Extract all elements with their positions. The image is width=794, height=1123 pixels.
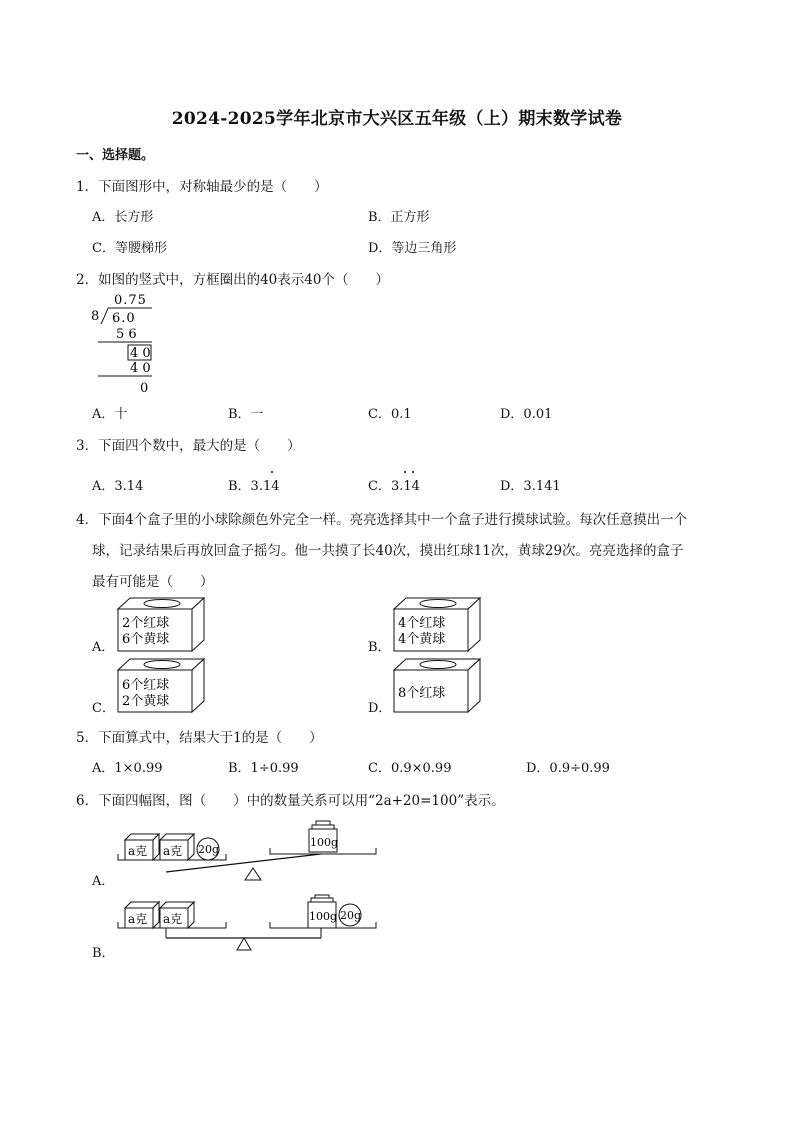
q3-option-a[interactable]: A．3.14 bbox=[92, 479, 144, 494]
q5-option-a[interactable]: A．1×0.99 bbox=[92, 761, 163, 776]
scale-b-figure bbox=[116, 892, 378, 954]
repeating-dot bbox=[271, 471, 273, 473]
division-remainder: 0 bbox=[140, 381, 149, 396]
question-2-stem: 2．如图的竖式中，方框圈出的40表示40个（ ） bbox=[76, 272, 389, 288]
q4-option-c[interactable]: C． bbox=[92, 701, 115, 716]
q2-option-c[interactable]: C．0.1 bbox=[368, 407, 412, 422]
section-heading: 一、选择题。 bbox=[76, 148, 155, 163]
page-title: 2024-2025学年北京市大兴区五年级（上）期末数学试卷 bbox=[171, 109, 623, 129]
question-6-stem: 6．下面四幅图，图（ ）中的数量关系可以用“2a+20=100”表示。 bbox=[76, 793, 505, 809]
q6-option-b[interactable]: B． bbox=[92, 946, 115, 961]
svg-text:6个红球: 6个红球 bbox=[122, 678, 170, 693]
q1-option-b[interactable]: B．正方形 bbox=[368, 210, 430, 225]
division-divisor: 8 bbox=[91, 309, 100, 324]
svg-text:100g: 100g bbox=[309, 910, 338, 923]
svg-text:2个黄球: 2个黄球 bbox=[122, 694, 170, 709]
scale-a-figure bbox=[116, 818, 378, 882]
question-5-stem: 5．下面算式中，结果大于1的是（ ） bbox=[76, 730, 323, 746]
q6-option-a[interactable]: A． bbox=[92, 874, 115, 889]
svg-text:8个红球: 8个红球 bbox=[398, 686, 446, 701]
question-4-line2: 球，记录结果后再放回盒子摇匀。他一共摸了长40次，摸出红球11次，黄球29次。亮亮选择的盒子 bbox=[92, 543, 684, 559]
division-line1: 5 6 bbox=[116, 327, 137, 342]
q1-option-c[interactable]: C．等腰梯形 bbox=[92, 241, 167, 256]
box-c-figure bbox=[114, 658, 209, 714]
svg-text:a克: a克 bbox=[163, 912, 183, 926]
q4-option-d[interactable]: D． bbox=[368, 701, 392, 716]
q2-option-d[interactable]: D．0.01 bbox=[500, 407, 553, 422]
svg-text:4个黄球: 4个黄球 bbox=[398, 632, 446, 647]
division-quotient: 0.75 bbox=[114, 293, 147, 308]
svg-text:a克: a克 bbox=[128, 912, 148, 926]
box-b-figure bbox=[390, 597, 485, 653]
q5-option-c[interactable]: C．0.9×0.99 bbox=[368, 761, 452, 776]
q3-option-b[interactable]: B．3.14 bbox=[228, 479, 280, 494]
svg-text:4个红球: 4个红球 bbox=[398, 616, 446, 631]
svg-text:a克: a克 bbox=[128, 844, 148, 858]
question-4-line3: 最有可能是（ ） bbox=[92, 574, 214, 590]
question-3-stem: 3．下面四个数中，最大的是（ ） bbox=[76, 438, 301, 454]
q1-option-d[interactable]: D．等边三角形 bbox=[368, 241, 457, 256]
repeating-dot bbox=[404, 471, 406, 473]
q4-option-b[interactable]: B． bbox=[368, 640, 391, 655]
svg-text:a克: a克 bbox=[163, 844, 183, 858]
svg-text:20g: 20g bbox=[340, 909, 362, 922]
box-a-figure bbox=[114, 597, 209, 653]
box-d-figure bbox=[390, 658, 485, 714]
division-boxed: 4 0 bbox=[130, 346, 151, 361]
svg-text:20g: 20g bbox=[198, 843, 220, 856]
q4-option-a[interactable]: A． bbox=[92, 640, 115, 655]
question-1-stem: 1．下面图形中，对称轴最少的是（ ） bbox=[76, 179, 328, 195]
q5-option-d[interactable]: D．0.9÷0.99 bbox=[526, 761, 610, 776]
q5-option-b[interactable]: B．1÷0.99 bbox=[228, 761, 299, 776]
svg-text:100g: 100g bbox=[310, 836, 339, 849]
division-line2: 4 0 bbox=[130, 361, 151, 376]
svg-text:6个黄球: 6个黄球 bbox=[122, 632, 170, 647]
division-dividend: 6.0 bbox=[112, 311, 136, 326]
q3-option-d[interactable]: D．3.141 bbox=[500, 479, 561, 494]
q2-option-b[interactable]: B．一 bbox=[228, 407, 264, 422]
long-division-figure bbox=[88, 290, 168, 398]
svg-text:2个红球: 2个红球 bbox=[122, 616, 170, 631]
q1-option-a[interactable]: A．长方形 bbox=[92, 210, 154, 225]
q2-option-a[interactable]: A．十 bbox=[92, 407, 128, 422]
q3-option-c[interactable]: C．3.14 bbox=[368, 479, 420, 494]
repeating-dot bbox=[412, 471, 414, 473]
question-4-line1: 4．下面4个盒子里的小球除颜色外完全一样。亮亮选择其中一个盒子进行摸球试验。每次任意摸出一个 bbox=[76, 512, 688, 528]
